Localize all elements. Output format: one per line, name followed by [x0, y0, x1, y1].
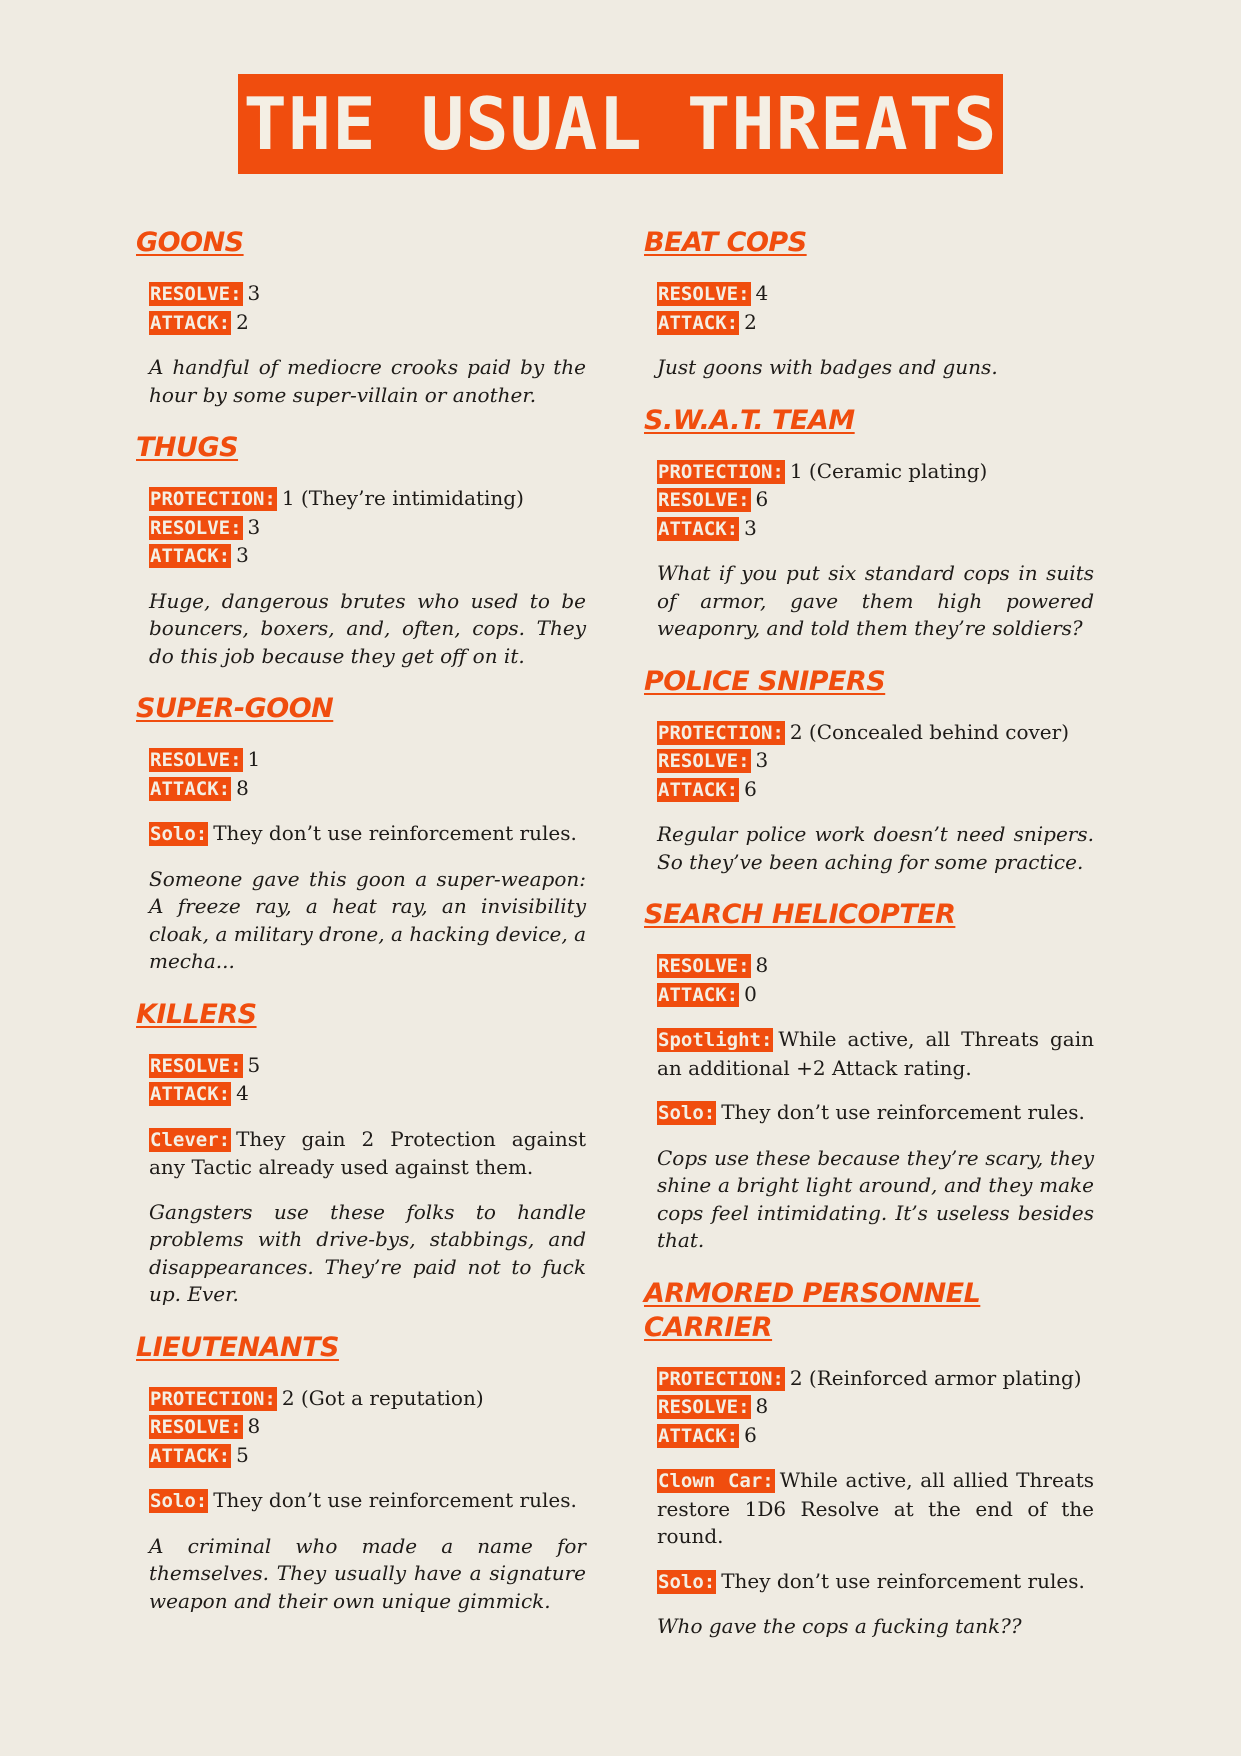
- stat-block: [657, 458, 1094, 544]
- stat-value: 3: [236, 543, 249, 567]
- stat-label: RESOLVE:: [150, 749, 242, 771]
- ability-text: They don’t use reinforcement rules.: [213, 821, 577, 845]
- threat-thugs: [136, 431, 586, 670]
- threat-description: Just goons with badges and guns.: [657, 355, 998, 379]
- threat-name: SEARCH HELICOPTER: [644, 899, 956, 930]
- threat-description: Huge, dangerous brutes who used to be bouncers, boxers, and, often, cops. They do this job because they get off on it.: [149, 588, 586, 668]
- ability-text: They don’t use reinforcement rules.: [213, 1488, 577, 1512]
- ability-label: Solo:: [658, 1570, 716, 1593]
- ability: [657, 1099, 1094, 1128]
- threat-beat-cops: [644, 226, 1094, 382]
- left-column: [136, 226, 586, 1637]
- ability-label: Clown Car:: [658, 1470, 774, 1492]
- stat-value: 5: [247, 1052, 261, 1077]
- stat-block: [149, 746, 586, 803]
- stat-value: 1 (Ceramic plating): [789, 458, 988, 483]
- ability: [657, 1568, 1094, 1597]
- stat-value: 2 (Got a reputation): [281, 1385, 484, 1410]
- stat-line: [657, 776, 1094, 805]
- threat-goons: [136, 226, 586, 409]
- stat-value: 3: [755, 748, 769, 772]
- stat-value: 4: [236, 1081, 249, 1105]
- stat-value: 0: [744, 981, 757, 1006]
- stat-value: 8: [247, 1414, 261, 1438]
- threat-name: POLICE SNIPERS: [644, 665, 886, 697]
- stat-value: 2: [236, 309, 249, 334]
- stat-block: [657, 1365, 1094, 1451]
- stat-line: [149, 1413, 586, 1442]
- threat-description: Regular police work doesn’t need snipers. So they’ve been aching for some practice.: [657, 822, 1094, 874]
- stat-label: ATTACK:: [658, 1424, 739, 1447]
- threat-killers: [136, 998, 586, 1309]
- stat-line: [149, 775, 586, 804]
- stat-line: [149, 280, 586, 309]
- threat-name: GOONS: [136, 227, 244, 258]
- stat-line: [657, 981, 1094, 1010]
- ability-label: Spotlight:: [658, 1029, 773, 1051]
- stat-value: 8: [236, 775, 249, 800]
- stat-line: [657, 515, 1094, 544]
- ability: [149, 820, 586, 849]
- ability-text: They don’t use reinforcement rules.: [721, 1568, 1085, 1593]
- threat-name: SUPER-GOON: [136, 693, 334, 724]
- ability-label: Clever:: [150, 1128, 231, 1151]
- stat-value: 2 (Reinforced armor plating): [789, 1365, 1082, 1390]
- stat-line: [657, 458, 1094, 487]
- stat-line: [149, 1385, 586, 1414]
- stat-label: RESOLVE:: [150, 516, 242, 539]
- stat-value: 8: [755, 953, 769, 977]
- stat-label: RESOLVE:: [658, 1396, 750, 1418]
- stat-label: ATTACK:: [658, 311, 739, 334]
- stat-line: [149, 309, 586, 338]
- stat-label: ATTACK:: [150, 311, 231, 334]
- threat-lieutenants: [136, 1331, 586, 1616]
- threat-description: Who gave the cops a fucking tank??: [657, 1614, 1022, 1638]
- stat-value: 2: [744, 309, 757, 334]
- page-title: THE USUAL THREATS: [238, 74, 1004, 174]
- stat-block: [657, 952, 1094, 1009]
- stat-value: 1 (They’re intimidating): [281, 486, 524, 510]
- ability-text: While active, all allied Threats restore 1D6 Resolve at the end of the round.: [657, 1468, 1095, 1548]
- stat-label: ATTACK:: [150, 1444, 231, 1467]
- stat-value: 2 (Concealed behind cover): [789, 719, 1070, 744]
- threat-description: A handful of mediocre crooks paid by the hour by some super-villain or another.: [149, 355, 586, 407]
- stat-line: [149, 542, 586, 571]
- title-banner: [0, 74, 1241, 174]
- ability-text: They don’t use reinforcement rules.: [721, 1100, 1085, 1124]
- threat-police-snipers: [644, 665, 1094, 877]
- stat-value: 6: [744, 1422, 757, 1447]
- stat-line: [657, 1393, 1094, 1422]
- stat-block: [149, 280, 586, 337]
- stat-label: RESOLVE:: [658, 750, 750, 772]
- stat-block: [657, 280, 1094, 337]
- stat-label: PROTECTION:: [658, 721, 784, 744]
- stat-line: [149, 514, 586, 543]
- ability: [149, 1487, 586, 1516]
- threat-name: BEAT COPS: [644, 227, 807, 258]
- right-column: [644, 226, 1094, 1663]
- threat-description: Gangsters use these folks to handle problems with drive-bys, stabbings, and disappearances. They’re paid not to fuck up. Ever.: [149, 1199, 586, 1306]
- threat-super-goon: [136, 692, 586, 976]
- stat-label: RESOLVE:: [150, 283, 242, 305]
- stat-label: PROTECTION:: [150, 1387, 276, 1410]
- stat-line: [657, 719, 1094, 748]
- stat-label: ATTACK:: [150, 1083, 231, 1105]
- ability: [657, 1467, 1094, 1551]
- stat-label: ATTACK:: [150, 545, 231, 567]
- stat-label: RESOLVE:: [658, 283, 750, 305]
- threat-armored-personnel-carrier: [644, 1277, 1094, 1641]
- stat-value: 3: [247, 281, 261, 305]
- stat-label: ATTACK:: [658, 517, 739, 540]
- stat-line: [149, 1080, 586, 1109]
- threat-name: THUGS: [136, 432, 239, 463]
- stat-label: RESOLVE:: [150, 1054, 242, 1077]
- stat-line: [657, 1422, 1094, 1451]
- stat-label: PROTECTION:: [150, 488, 276, 510]
- threat-name: ARMORED PERSONNEL CARRIER: [644, 1277, 981, 1343]
- stat-label: ATTACK:: [658, 778, 739, 801]
- ability-label: Solo:: [150, 1490, 208, 1512]
- stat-block: [149, 1385, 586, 1471]
- stat-line: [149, 1052, 586, 1081]
- threat-description: Cops use these because they’re scary, they shine a bright light around, and they make cops feel intimidating. It’s useless besides that.: [657, 1145, 1094, 1252]
- threat-name: S.W.A.T. TEAM: [644, 404, 855, 436]
- stat-line: [657, 309, 1094, 338]
- stat-line: [149, 485, 586, 514]
- stat-label: RESOLVE:: [150, 1416, 242, 1438]
- stat-value: 6: [744, 776, 757, 801]
- ability: [149, 1126, 586, 1182]
- stat-label: ATTACK:: [150, 777, 231, 800]
- threat-description: What if you put six standard cops in suits of armor, gave them high powered weaponry, and told them they’re soldiers?: [657, 561, 1094, 640]
- stat-label: ATTACK:: [658, 983, 739, 1006]
- threat-s-w-a-t-team: [644, 404, 1094, 643]
- stat-label: RESOLVE:: [658, 489, 750, 511]
- threat-name: LIEUTENANTS: [136, 1331, 339, 1363]
- stat-value: 1: [247, 747, 261, 771]
- ability-label: Solo:: [658, 1102, 716, 1124]
- stat-value: 6: [755, 487, 769, 511]
- stat-line: [657, 952, 1094, 981]
- stat-label: RESOLVE:: [658, 955, 750, 977]
- threat-search-helicopter: [644, 898, 1094, 1255]
- stat-block: [149, 485, 586, 571]
- stat-value: 4: [755, 281, 769, 305]
- ability-label: Solo:: [150, 823, 208, 845]
- stat-line: [657, 280, 1094, 309]
- stat-value: 5: [236, 1442, 249, 1467]
- stat-block: [657, 719, 1094, 805]
- stat-block: [149, 1052, 586, 1109]
- stat-line: [657, 486, 1094, 515]
- ability-text: They gain 2 Protection against any Tactic already used against them.: [149, 1126, 586, 1179]
- stat-value: 3: [247, 514, 261, 539]
- stat-value: 3: [744, 515, 757, 540]
- stat-label: PROTECTION:: [658, 460, 784, 483]
- ability: [657, 1026, 1094, 1082]
- stat-line: [149, 1442, 586, 1471]
- stat-line: [657, 1365, 1094, 1394]
- threat-name: KILLERS: [136, 998, 257, 1030]
- stat-label: PROTECTION:: [658, 1367, 784, 1390]
- threat-description: Someone gave this goon a super-weapon: A freeze ray, a heat ray, an invisibility cloak, a military drone, a hacking device, a mecha...: [149, 866, 586, 973]
- threat-description: A criminal who made a name for themselves. They usually have a signature weapon and their own unique gimmick.: [149, 1533, 586, 1613]
- stat-line: [657, 747, 1094, 776]
- ability-text: While active, all Threats gain an additional +2 Attack rating.: [657, 1027, 1094, 1080]
- stat-value: 8: [755, 1394, 769, 1418]
- stat-line: [149, 746, 586, 775]
